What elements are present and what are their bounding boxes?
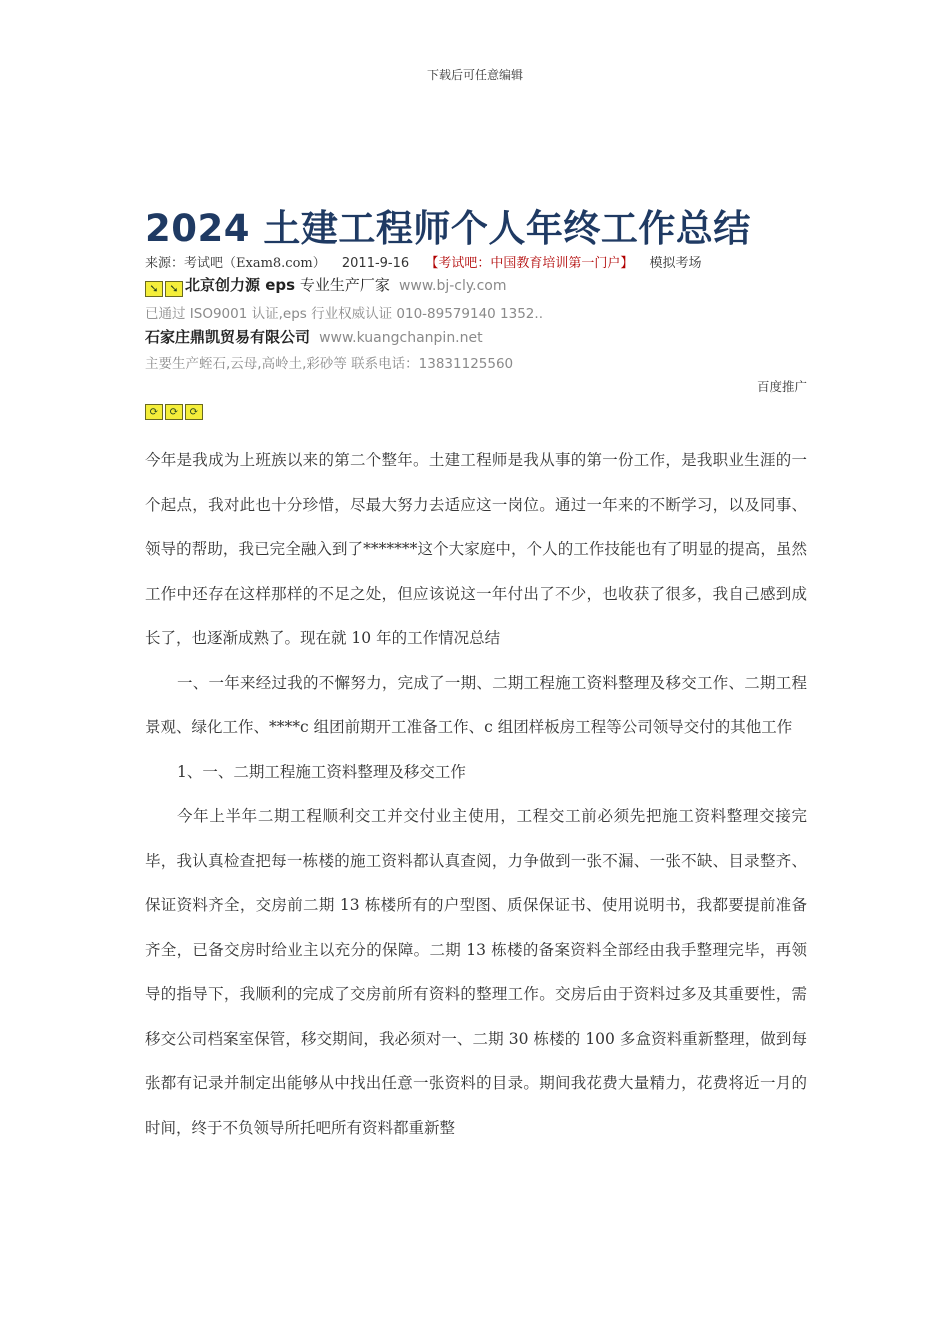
ad-url[interactable]: www.kuangchanpin.net bbox=[319, 330, 483, 346]
article-meta bbox=[145, 252, 713, 271]
refresh-icon[interactable]: ⟳ bbox=[185, 404, 203, 420]
paragraph: 今年是我成为上班族以来的第二个整年。土建工程师是我从事的第一份工作，是我职业生涯的一个起点，我对此也十分珍惜，尽最大努力去适应这一岗位。通过一年来的不断学习，以及同事、领导的帮助，我已完全融入到了*******这个大家庭中，个人的工作技能也有了明显的提高，虽然工作中还存在这样那样的不足之处，但应该说这一年付出了不少，也收获了很多，我自己感到成长了，也逐渐成熟了。现在就 10 年的工作情况总结 bbox=[145, 451, 807, 647]
ad-desc: 主要生产蛭石,云母,高岭土,彩砂等 联系电话：13831125560 bbox=[145, 356, 514, 372]
ad-title[interactable]: 石家庄鼎凯贸易有限公司 bbox=[145, 328, 311, 346]
meta-tag-link[interactable]: 【考试吧：中国教育培训第一门户】 bbox=[425, 256, 634, 271]
arrow-right-icon: ➘ bbox=[145, 281, 163, 297]
ad-url[interactable]: www.bj-cly.com bbox=[398, 278, 507, 294]
article-title: 2024 土建工程师个人年终工作总结 bbox=[145, 207, 751, 250]
section-heading: 1、一、二期工程施工资料整理及移交工作 bbox=[177, 762, 466, 781]
meta-date: 2011-9-16 bbox=[341, 256, 410, 271]
paragraph: 今年上半年二期工程顺利交工并交付业主使用，工程交工前必须先把施工资料整理交接完毕，我认真检查把每一栋楼的施工资料都认真查阅，力争做到一张不漏、一张不缺、目录整齐、保证资料齐全，交房前二期 13 栋楼所有的户型图、质保保证书、使用说明书，我都要提前准备齐全，已备交房时给业主以充分的保障。二期 13 栋楼的备案资料全部经由我手整理完毕，再领导的指导下，我顺利的完成了交房前所有资料的整理工作。交房后由于资料过多及其重要性，需移交公司档案室保管，移交期间，我必须对一、二期 30 栋楼的 100 多盒资料重新整理，做到每张都有记录并制定出能够从中找出任意一张资料的目录。期间我花费大量精力，花费将近一月的时间，终于不负领导所托吧所有资料都重新整 bbox=[145, 807, 807, 1137]
ad-item-2[interactable] bbox=[145, 326, 483, 347]
paragraph: 一、一年来经过我的不懈努力，完成了一期、二期工程施工资料整理及移交工作、二期工程景观、绿化工作、****c 组团前期开工准备工作、c 组团样板房工程等公司领导交付的其他工作 bbox=[145, 673, 807, 736]
ad-arrows bbox=[145, 281, 183, 297]
page-header-note: 下载后可任意编辑 bbox=[426, 68, 523, 82]
ad-item-1[interactable] bbox=[145, 274, 507, 297]
refresh-icon[interactable]: ⟳ bbox=[145, 404, 163, 420]
article-body bbox=[145, 438, 807, 1150]
arrow-right-icon: ➘ bbox=[165, 281, 183, 297]
ad-title[interactable]: 北京创力源 eps 专业生产厂家 bbox=[185, 276, 390, 294]
refresh-icon[interactable]: ⟳ bbox=[165, 404, 183, 420]
ad-nav-icons bbox=[145, 398, 205, 420]
baidu-promo-label[interactable]: 百度推广 bbox=[756, 379, 807, 394]
meta-mock-exam-link[interactable]: 模拟考场 bbox=[649, 256, 702, 271]
ad-desc: 已通过 ISO9001 认证,eps 行业权威认证 010-89579140 1352.. bbox=[145, 306, 543, 322]
meta-source: 来源：考试吧（Exam8.com） bbox=[145, 256, 326, 271]
